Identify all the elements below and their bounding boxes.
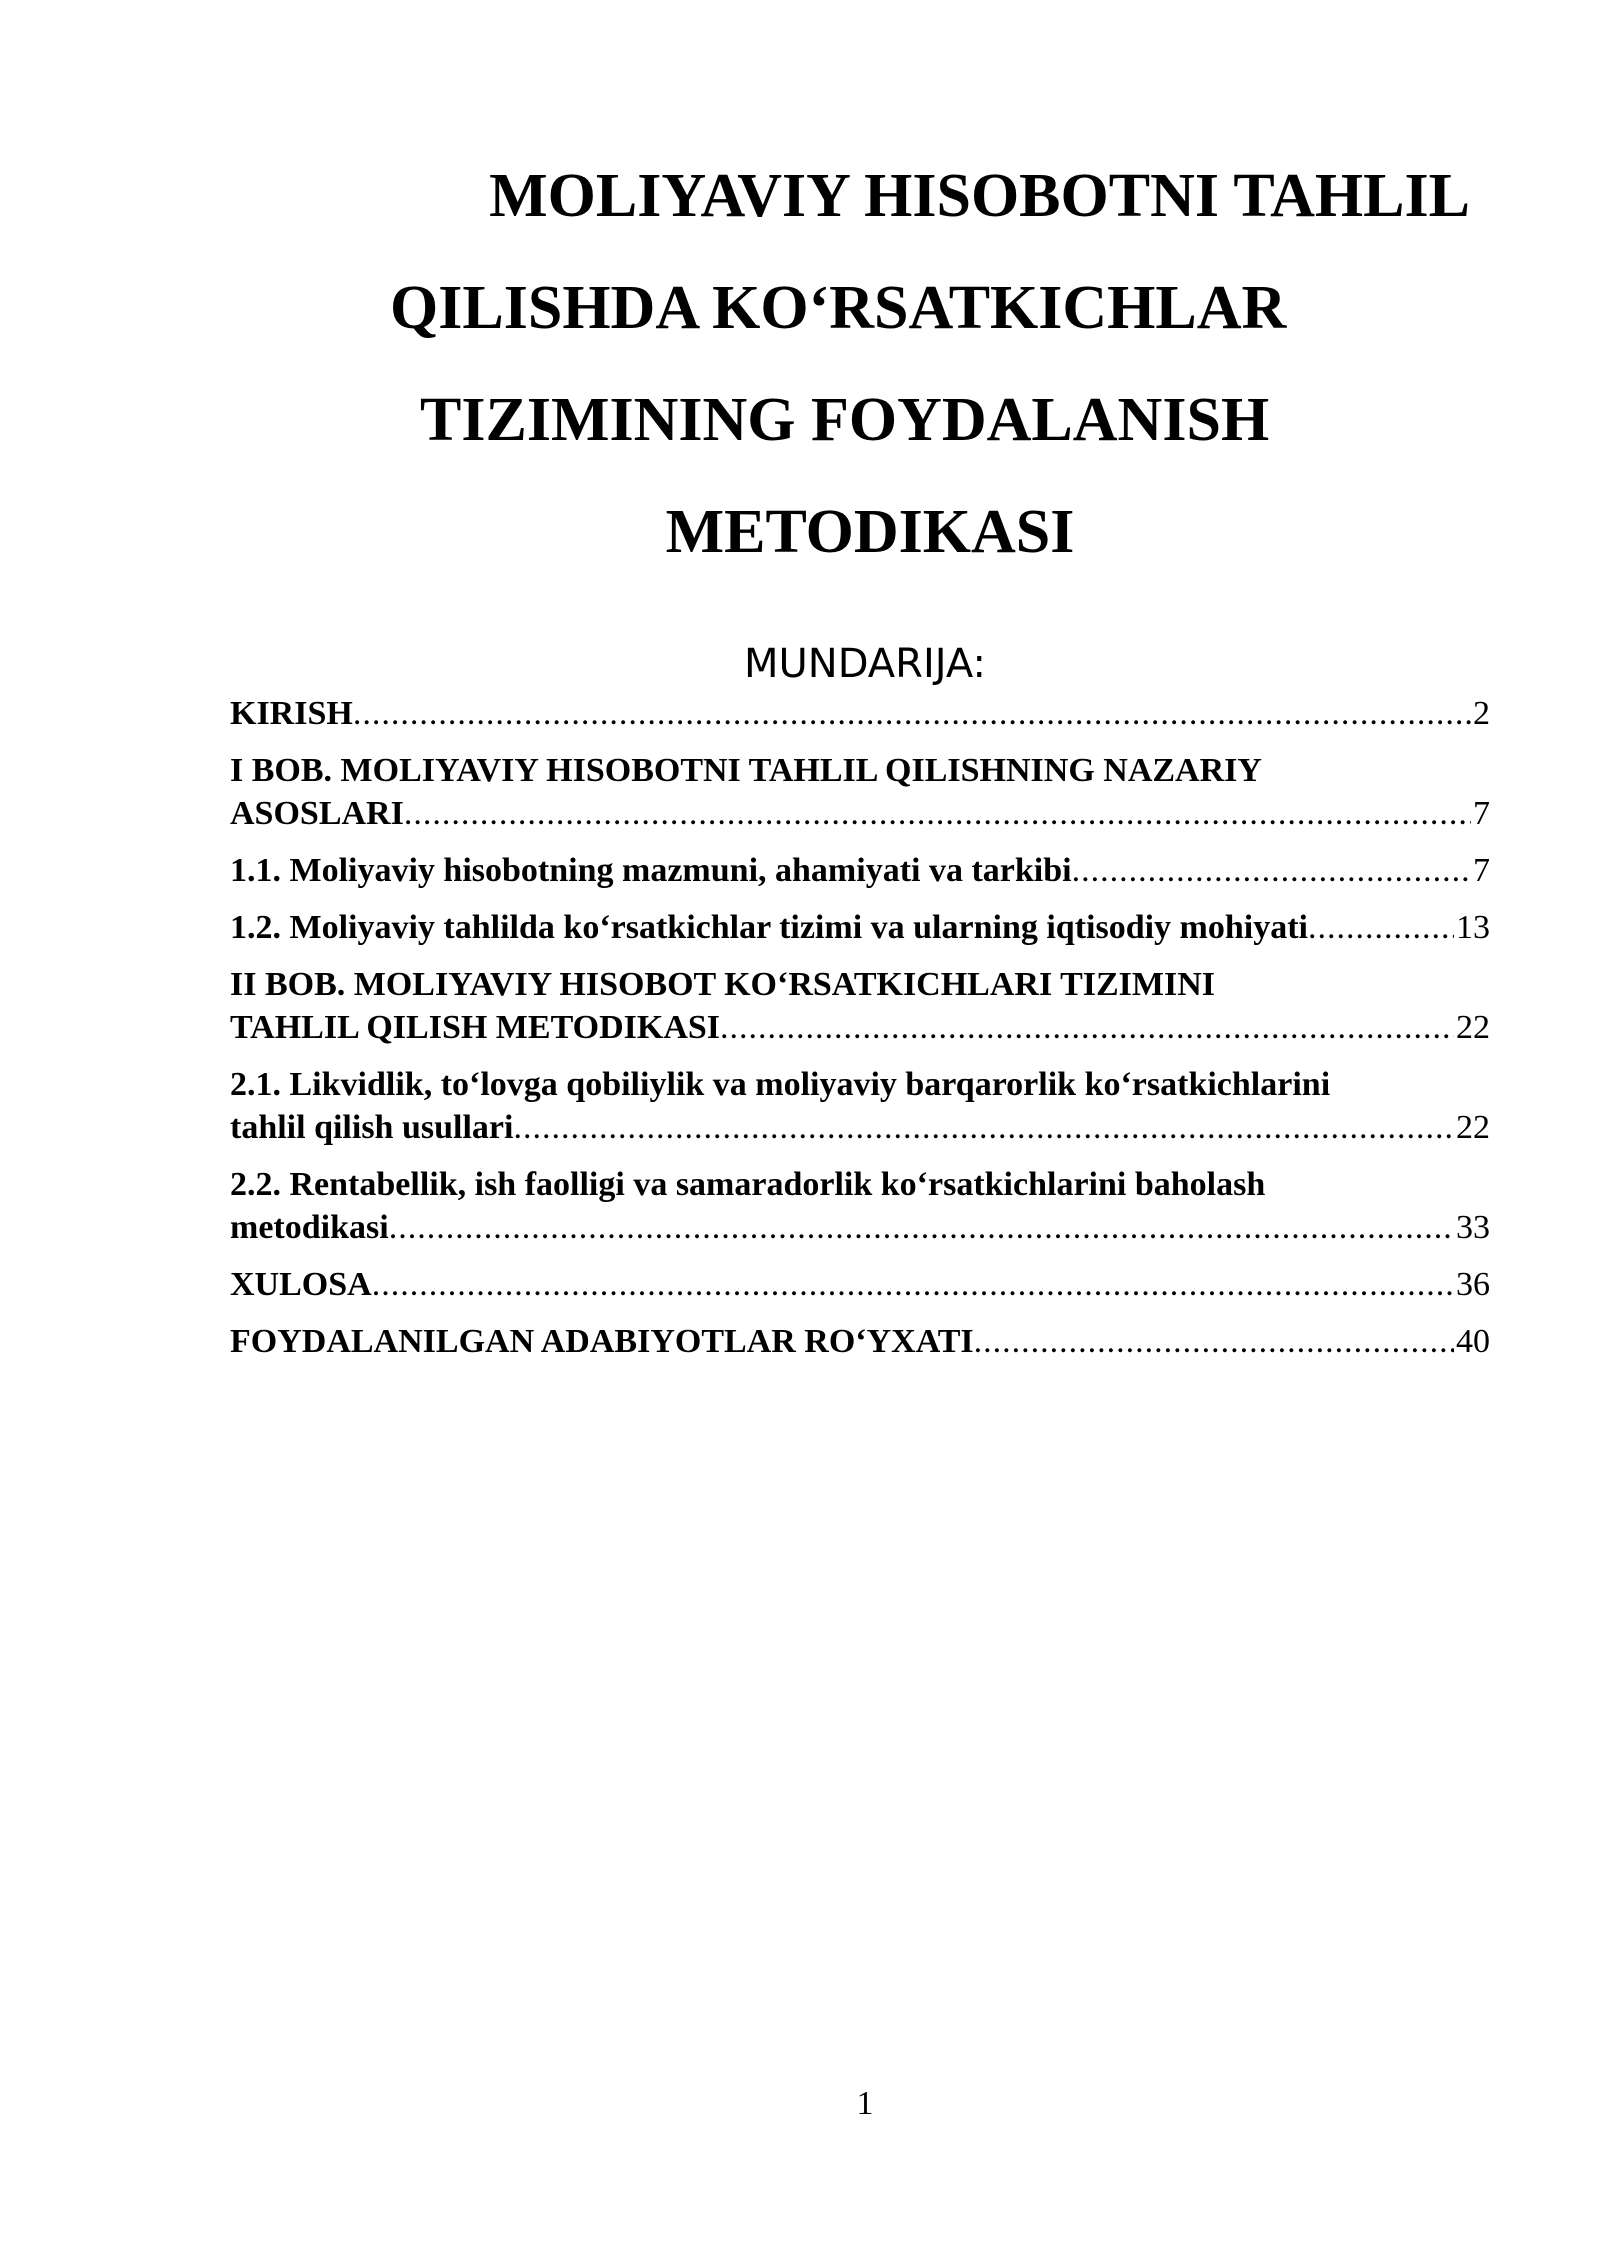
toc-page-number: 13 xyxy=(1456,909,1490,946)
toc-entry-label: XULOSA xyxy=(230,1266,372,1303)
toc-entry-label: FOYDALANILGAN ADABIYOTLAR RO‘YXATI xyxy=(230,1323,974,1360)
toc-page-number: 22 xyxy=(1456,1009,1490,1046)
toc-entry-section-1-1[interactable] xyxy=(230,849,1490,892)
toc-entry-label: tahlil qilish usullari xyxy=(230,1109,514,1146)
toc-row xyxy=(230,906,1490,949)
toc-row xyxy=(230,1263,1490,1306)
toc-dot-leader xyxy=(513,1106,1454,1149)
toc-dot-leader xyxy=(404,792,1471,835)
toc-entry-label: metodikasi xyxy=(230,1209,389,1246)
title-line-4: METODIKASI xyxy=(665,498,1075,566)
toc-entry-section-2-1[interactable] xyxy=(230,1063,1490,1149)
toc-dot-leader xyxy=(974,1320,1454,1363)
toc-entry-section-2-2[interactable] xyxy=(230,1163,1490,1249)
toc-entry-label: ASOSLARI xyxy=(230,795,404,832)
toc-dot-leader xyxy=(1072,849,1471,892)
toc-entry-label-line1: I BOB. MOLIYAVIY HISOBOTNI TAHLIL QILISHNING NAZARIY xyxy=(230,752,1262,789)
title-line-2: QILISHDA KO‘RSATKICHLAR xyxy=(390,274,1287,342)
toc-page-number: 7 xyxy=(1473,795,1490,832)
toc-entry-chapter-2[interactable] xyxy=(230,963,1490,1049)
toc-page-number: 7 xyxy=(1473,852,1490,889)
toc-row xyxy=(230,849,1490,892)
toc-dot-leader xyxy=(1308,906,1454,949)
toc-entry-xulosa[interactable] xyxy=(230,1263,1490,1306)
toc-row xyxy=(230,692,1490,735)
toc-entry-label-line1: 2.2. Rentabellik, ish faolligi va samaradorlik ko‘rsatkichlarini baholash xyxy=(230,1166,1266,1203)
toc-entry-section-1-2[interactable] xyxy=(230,906,1490,949)
toc-row xyxy=(230,792,1490,835)
toc-dot-leader xyxy=(720,1006,1454,1049)
toc-entry-label: KIRISH xyxy=(230,695,353,732)
table-of-contents xyxy=(230,692,1490,1377)
document-title xyxy=(370,140,1470,588)
toc-entry-references[interactable] xyxy=(230,1320,1490,1363)
toc-row xyxy=(230,1106,1490,1149)
page-number: 1 xyxy=(856,2085,874,2122)
toc-row xyxy=(230,1206,1490,1249)
title-line-3: TIZIMINING FOYDALANISH xyxy=(420,386,1270,454)
toc-dot-leader xyxy=(372,1263,1454,1306)
toc-dot-leader xyxy=(353,692,1471,735)
toc-entry-label-line1: 2.1. Likvidlik, to‘lovga qobiliylik va moliyaviy barqarorlik ko‘rsatkichlarini xyxy=(230,1066,1331,1103)
toc-entry-kirish[interactable] xyxy=(230,692,1490,735)
toc-page-number: 22 xyxy=(1456,1109,1490,1146)
toc-entry-label-line1: II BOB. MOLIYAVIY HISOBOT KO‘RSATKICHLARI TIZIMINI xyxy=(230,966,1216,1003)
toc-page-number: 40 xyxy=(1456,1323,1490,1360)
toc-row xyxy=(230,1320,1490,1363)
toc-page-number: 36 xyxy=(1456,1266,1490,1303)
toc-page-number: 2 xyxy=(1473,695,1490,732)
toc-row xyxy=(230,1006,1490,1049)
toc-dot-leader xyxy=(389,1206,1454,1249)
toc-page-number: 33 xyxy=(1456,1209,1490,1246)
toc-entry-label: 1.2. Moliyaviy tahlilda ko‘rsatkichlar tizimi va ularning iqtisodiy mohiyati xyxy=(230,909,1309,946)
toc-entry-label: TAHLIL QILISH METODIKASI xyxy=(230,1009,721,1046)
title-line-1: MOLIYAVIY HISOBOTNI TAHLIL xyxy=(489,162,1470,230)
toc-entry-chapter-1[interactable] xyxy=(230,749,1490,835)
toc-heading: MUNDARIJA: xyxy=(744,641,986,687)
toc-entry-label: 1.1. Moliyaviy hisobotning mazmuni, ahamiyati va tarkibi xyxy=(230,852,1072,889)
